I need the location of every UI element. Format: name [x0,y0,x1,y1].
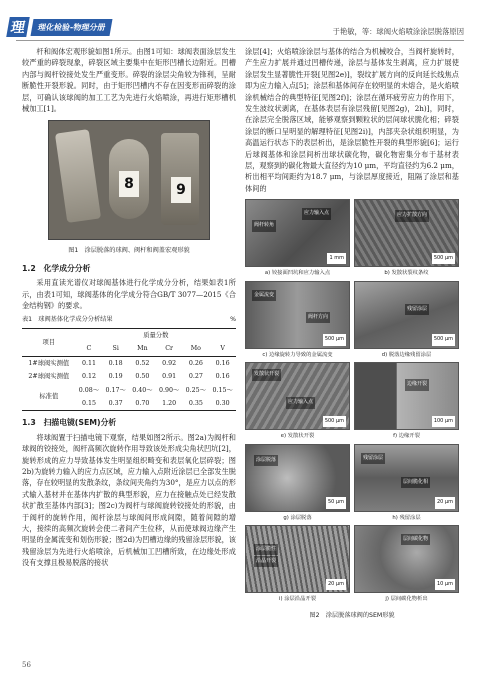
table-cell: 0.16 [215,373,230,381]
figure-1-caption: 图1 涂层脱落的球阀、阀杆和阀盖宏观形貌 [68,247,190,255]
sem-image [245,281,350,349]
scale-bar: 10 μm [435,579,455,590]
page-number: 56 [22,661,31,669]
table-cell: 0.27 [188,373,203,381]
table-header-cell: V [220,345,225,353]
section-heading: 1.3 扫描电镜(SEM)分析 [22,418,117,428]
panel-caption: g) 涂层脱落 [283,514,312,521]
sem-image [245,444,350,512]
annotation-label: 涂层脆性 [254,544,278,555]
table-cell: 0.11 [81,359,96,367]
sem-image [354,199,459,267]
table-cell: 0.35 [188,399,203,407]
table-cell: 0.12 [81,373,96,381]
table-1-unit: % [230,316,236,324]
table-header-cell: Cr [165,345,174,353]
scale-bar: 1 mm [327,253,346,264]
figure-panel [245,199,350,279]
figure-2-grid [245,199,459,605]
table-row [22,356,236,370]
table-header-group: 质量分数 [143,331,169,339]
annotation-label: 层间脆化相 [401,477,430,488]
sem-image [354,444,459,512]
figure-panel [354,525,459,605]
paragraph: 采用直读光谱仪对球阀基体进行化学成分分析，结果如表1所示，由表1可知，球阀基体的化学成分符合GB/T 3077—2015《合金结构钢》的要求。 [22,278,236,311]
table-cell: 0.17～ [105,386,126,394]
scale-bar: 20 μm [435,497,455,508]
table-1-caption [22,314,236,325]
scale-bar: 500 μm [432,334,455,345]
scale-bar: 500 μm [323,334,346,345]
annotation-label: 涂层脱落 [254,455,278,466]
figure-panel [354,199,459,279]
sem-image [245,525,350,593]
table-cell: 0.15 [81,399,96,407]
panel-caption: f) 边缘开裂 [393,433,420,440]
annotation-label: 阀杆转角 [252,220,276,231]
figure-panel [245,525,350,605]
table-1-title: 表1 球阀基体化学成分分析结果 [22,316,113,324]
left-column [22,46,236,569]
table-header-item: 项目 [22,328,76,356]
sample-tag: 9 [171,177,191,203]
table-cell: 0.50 [135,373,150,381]
paragraph: 将球阀置于扫描电镜下观察，结果如图2所示。图2a)为阀杆和球阀的铰接处，阀杆高频次旋转作用导致该处形成尖角状凹坑[2]，旋转形成的应力导致基体发生明显组织畸变和表层氧化层碎裂；图2b)为旋转力输入的应力点区域，应力输入点附近涂层已全部发生脱落，存在较明显的发散条纹，条纹间夹角约为30°，是应力以点的形式输入基材并在基体内扩散的典型形貌，应力在接触点处已经发散状扩散至基体内部[3]；图2c)为阀杆与球阀旋转铰接处的形貌，由于阀杆的旋转作用，阀杆涂层与球阀间形成间隙，随着间隙的增大，接续的高频次旋转会使二者间产生位移，从而使球阀边缘产生明显的金属流变和划伤形貌；图2d)为凹槽边缘的残留涂层形貌，该残留涂层为先进行火焰喷涂，后机械加工凹槽所致，在边缘处形成没有支撑且极易脱落的接状 [22,432,236,568]
annotation-label: 沿晶开裂 [254,556,278,567]
table-cell: 0.91 [162,373,177,381]
table-cell: 0.30 [215,399,230,407]
row-label: 标准值 [22,384,76,411]
running-title: 于艳敏，等：球阀火焰喷涂涂层脱落原因 [332,27,464,36]
panel-caption: e) 发散状开裂 [280,433,315,440]
sem-image [354,362,459,430]
annotation-label: 残留涂层 [405,304,429,315]
annotation-label: 阀杆方向 [306,312,330,323]
scale-bar: 50 μm [326,497,346,508]
figure-panel [245,362,350,442]
table-row [22,370,236,383]
panel-caption: i) 涂层沿晶开裂 [278,595,316,602]
figure-panel [245,444,350,524]
logo-mark: 理 [6,17,30,37]
table-cell: 0.52 [135,359,150,367]
table-cell: 0.25～ [185,386,206,394]
annotation-label: 层间碳化物 [401,534,430,545]
panel-caption: b) 发散状裂纹条纹 [384,270,429,277]
table-cell: 0.90～ [158,386,180,394]
figure-2-caption: 图2 涂层脱落球阀的SEM形貌 [309,612,395,620]
table-header-cell: Mn [137,345,148,353]
figure-panel [354,444,459,524]
table-header-cell: C [86,345,92,353]
panel-caption: c) 边缘旋转力导致的金属流变 [262,351,333,358]
composition-table [22,328,236,411]
table-header-cell: Mo [190,345,201,353]
table-cell: 0.19 [108,373,123,381]
annotation-label: 应力输入点 [286,397,315,408]
row-label: 2#球阀实测值 [28,373,70,381]
sem-image [245,362,350,430]
table-cell: 1.20 [162,399,177,407]
figure-panel [354,281,459,361]
sem-image [354,281,459,349]
table-cell: 0.92 [162,359,177,367]
annotation-label: 残留涂层 [361,453,385,464]
table-cell: 0.26 [188,359,203,367]
table-cell: 0.18 [108,359,123,367]
table-cell: 0.40～ [132,386,153,394]
annotation-label: 边缘开裂 [405,379,429,390]
annotation-label: 发散状开裂 [252,369,281,380]
page-header [0,0,480,40]
figure-panel [245,281,350,361]
sem-image [354,525,459,593]
sem-image [245,199,350,267]
table-cell: 0.08～ [78,386,100,394]
header-rule [16,40,464,41]
valve-stem-shape [55,130,101,224]
table-row [22,384,236,397]
figure-panel [354,362,459,442]
sample-tag: 8 [119,171,139,197]
annotation-label: 金属流变 [252,290,276,301]
paragraph: 涂层[4]；火焰喷涂涂层与基体的结合为机械咬合，当阀杆旋转时，产生应力扩展并通过凹槽传递，涂层与基体发生剥离，应力扩展使涂层发生显著脆性开裂[见图2e)]，裂纹扩展方向的反向延长线焦点即为应力输入点[5]；涂层和基体间存在较明显的未熔合，是火焰喷涂机械结合的典型特征[见图2f)]；涂层在循环疲劳应力的作用下，发生波纹状剥离，在基体表层有涂层残留[见图2g)，2h)]，同时，在涂层完全脱落区域，能够观察到颗粒状的层间球状脆化相；碎裂涂层的断口呈明显的解理特征[见图2i)]，内部夹杂状组织明显，为高温运行状态下的表层析出，是涂层脆性开裂的典型形貌[6]；运行后球阀基体和涂层间析出球状碳化物，碳化物密集分布于基材表层，观察到的碳化物最大直径约为10 μm，平均直径约为6.2 μm，析出相平均间距约为18.7 μm，与涂层厚度接近，阻隔了涂层和基体间的 [245,47,459,193]
panel-caption: j) 层间碳化物析出 [385,595,428,602]
table-cell: 0.15～ [212,386,233,394]
scale-bar: 500 μm [323,416,346,427]
panel-caption: a) 铰接面凹坑和应力输入点 [264,270,331,277]
table-cell: 0.70 [135,399,150,407]
panel-caption: d) 脱落边缘残留涂层 [381,351,432,358]
annotation-label: 应力输入点 [302,208,331,219]
section-heading: 1.2 化学成分分析 [22,263,91,273]
journal-logo [8,16,148,38]
table-cell: 0.37 [108,399,123,407]
scale-bar: 20 μm [326,579,346,590]
figure-1-photo [48,120,210,240]
logo-text: 理化检验-物理分册 [31,19,113,36]
paragraph: 杆和阀体宏观形貌如图1所示。由图1可知：球阀表面涂层发生较严重的碎裂现象，碎裂区域主要集中在矩形凹槽长边附近。凹槽内部与阀杆铰接处发生严重变形。碎裂的涂层尖角较为锋利，呈耐断脆性开裂形貌。同时，由于矩形凹槽内不存在因变形而碎裂的涂层，可确认该球阀的加工工艺为先进行火焰喷涂，再进行矩形槽机械加工[1]。 [22,47,236,114]
row-label: 1#球阀实测值 [28,359,70,367]
annotation-label: 应力扩散方向 [395,210,429,221]
scale-bar: 500 μm [432,253,455,264]
scale-bar: 100 μm [432,416,455,427]
table-cell: 0.16 [215,359,230,367]
panel-caption: h) 残留涂层 [392,514,421,521]
right-column [245,46,459,626]
table-header-cell: Si [112,345,119,353]
